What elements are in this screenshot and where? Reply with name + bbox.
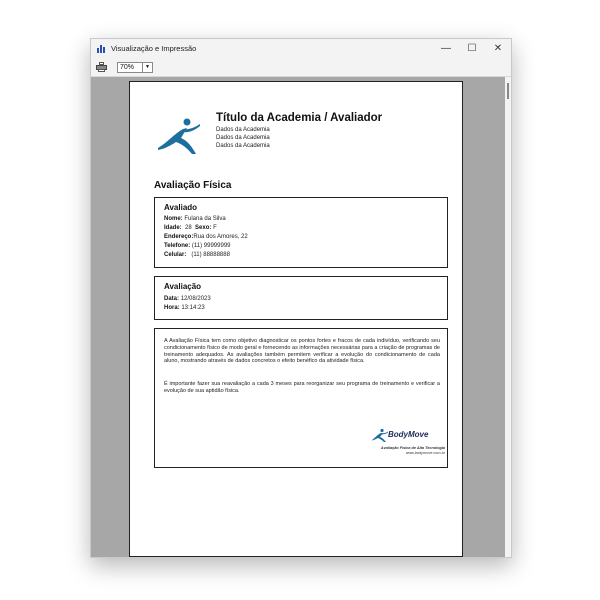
chevron-down-icon[interactable]: ▼ [142,63,152,72]
toolbar [91,59,511,77]
preview-window [90,38,512,558]
description-box [154,328,448,468]
endereco-field: Endereço:Rua dos Amores, 22 [164,234,248,240]
brand-site: www.bodymove.com.br [405,451,445,455]
description-paragraph: A Avaliação Física tem como objetivo diagnosticar os pontos fortes e fracos de cada indivíduo, verificando seu condicionamento físico de modo geral e fornecendo as informações necessárias para a criação de programas de treinamento adequados. As avaliações também permitem verificar a evolução do condicionamento de cada aluno, mostrando através de dados concretos o efeito benéfico da atividade física. [164,338,440,365]
avaliado-box [154,197,448,268]
brand-tagline: Avaliação Física de Alta Tecnologia [380,446,445,450]
title-bar [91,39,511,59]
avaliacao-box [154,276,448,320]
runner-logo-icon [154,116,204,156]
celular-field: Celular: (11) 88888888 [164,252,230,258]
report-page [129,81,463,557]
preview-viewport[interactable] [91,77,505,557]
printer-icon[interactable] [96,62,107,72]
app-icon [97,45,107,53]
maximize-button[interactable]: ☐ [467,43,477,54]
idade-sexo-field: Idade: 28 Sexo: F [164,225,217,231]
section-title: Avaliação Física [154,180,232,191]
close-button[interactable]: ✕ [493,43,503,54]
academy-data-line: Dados da Academia [216,143,270,149]
zoom-value: 70% [120,64,135,71]
academy-title: Título da Academia / Avaliador [216,112,383,124]
window-title: Visualização e Impressão [111,44,197,53]
data-field: Data: 12/08/2023 [164,296,211,302]
zoom-select[interactable] [117,62,153,73]
scrollbar-thumb[interactable] [507,83,509,99]
minimize-button[interactable]: — [441,43,451,54]
hora-field: Hora: 13:14:23 [164,305,205,311]
academy-data-line: Dados da Academia [216,127,270,133]
brand-name: BodyMove [388,430,429,439]
telefone-field: Telefone: (11) 99999999 [164,243,231,249]
description-paragraph: É importante fazer sua reavaliação a cada 3 meses para reorganizar seu programa de treinamento e verificar a evolução de sua aptidão física. [164,381,440,394]
vertical-scrollbar[interactable] [505,77,511,557]
avaliado-title: Avaliado [164,203,198,212]
academy-data-line: Dados da Academia [216,135,270,141]
nome-field: Nome: Fulana da Silva [164,216,226,222]
avaliacao-title: Avaliação [164,282,202,291]
